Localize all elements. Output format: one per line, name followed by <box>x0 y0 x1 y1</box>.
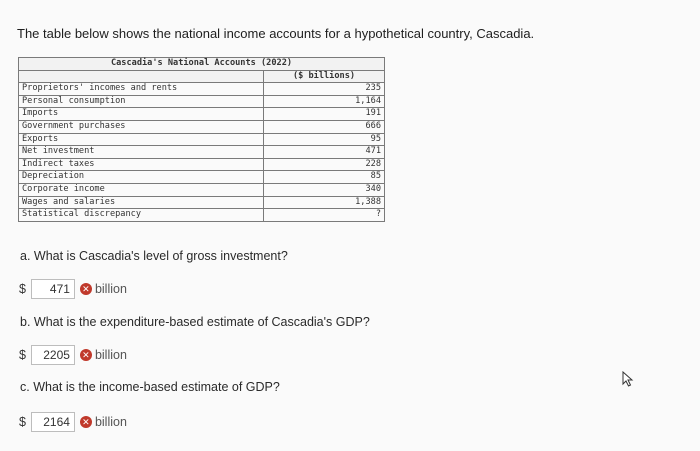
table-row <box>19 95 385 108</box>
row-value: ? <box>264 209 385 222</box>
row-label: Government purchases <box>19 120 264 133</box>
row-value: 191 <box>264 108 385 121</box>
row-label: Proprietors' incomes and rents <box>19 83 264 96</box>
table-row <box>19 158 385 171</box>
table-row <box>19 133 385 146</box>
question-a: a. What is Cascadia's level of gross investment? <box>20 249 288 263</box>
table-row <box>19 146 385 159</box>
row-label: Net investment <box>19 146 264 159</box>
answer-a-row <box>19 279 127 299</box>
mouse-pointer-icon <box>622 371 634 387</box>
table-row <box>19 171 385 184</box>
row-value: 95 <box>264 133 385 146</box>
answer-c-input[interactable]: 2164 <box>31 412 75 432</box>
row-value: 235 <box>264 83 385 96</box>
table-unit-header: ($ billions) <box>264 70 385 83</box>
row-value: 471 <box>264 146 385 159</box>
table-row <box>19 209 385 222</box>
row-label: Exports <box>19 133 264 146</box>
table-row <box>19 83 385 96</box>
national-accounts-table-container <box>18 57 385 222</box>
intro-text: The table below shows the national income accounts for a hypothetical country, Cascadia. <box>17 26 535 41</box>
row-label: Corporate income <box>19 183 264 196</box>
question-b: b. What is the expenditure-based estimate of Cascadia's GDP? <box>20 315 370 329</box>
close-circle-icon: ✕ <box>80 416 92 428</box>
row-label: Depreciation <box>19 171 264 184</box>
answer-unit: billion <box>94 282 127 296</box>
close-circle-icon: ✕ <box>80 283 92 295</box>
national-accounts-table <box>18 57 385 222</box>
answer-a-input[interactable]: 471 <box>31 279 75 299</box>
currency-symbol: $ <box>19 348 26 362</box>
row-label: Statistical discrepancy <box>19 209 264 222</box>
table-row <box>19 120 385 133</box>
table-row <box>19 108 385 121</box>
answer-unit: billion <box>94 415 127 429</box>
row-value: 228 <box>264 158 385 171</box>
row-label: Personal consumption <box>19 95 264 108</box>
close-circle-icon: ✕ <box>80 349 92 361</box>
table-title: Cascadia's National Accounts (2022) <box>19 58 385 71</box>
currency-symbol: $ <box>19 282 26 296</box>
row-label: Imports <box>19 108 264 121</box>
answer-b-row <box>19 345 127 365</box>
row-value: 85 <box>264 171 385 184</box>
row-value: 340 <box>264 183 385 196</box>
table-header-blank <box>19 70 264 83</box>
answer-unit: billion <box>94 348 127 362</box>
table-row <box>19 196 385 209</box>
answer-c-row <box>19 412 127 432</box>
answer-b-input[interactable]: 2205 <box>31 345 75 365</box>
row-value: 666 <box>264 120 385 133</box>
table-row <box>19 183 385 196</box>
question-c: c. What is the income-based estimate of GDP? <box>20 380 280 394</box>
row-value: 1,164 <box>264 95 385 108</box>
row-label: Indirect taxes <box>19 158 264 171</box>
row-label: Wages and salaries <box>19 196 264 209</box>
currency-symbol: $ <box>19 415 26 429</box>
row-value: 1,388 <box>264 196 385 209</box>
